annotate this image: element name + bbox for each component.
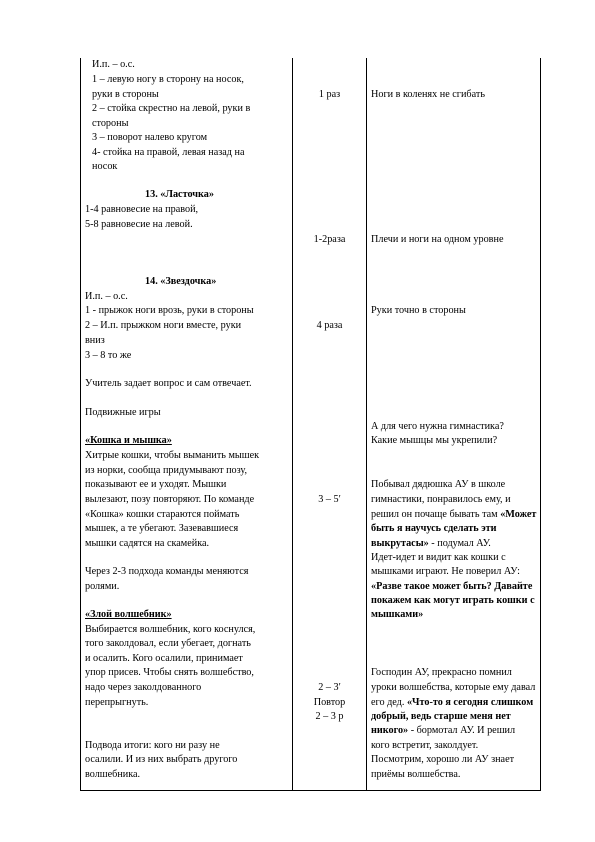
table-divider-2: [366, 58, 367, 791]
note-line: «Разве такое может быть? Давайте: [371, 581, 533, 592]
text-line: вниз: [85, 335, 105, 346]
text-line: 3 – 8 то же: [85, 350, 132, 361]
table-border-left: [80, 58, 81, 791]
note-line: мышками»: [371, 609, 424, 620]
text-line: перепрыгнуть.: [85, 697, 149, 708]
note-fragment: - бормотал АУ. И решил: [408, 725, 516, 736]
text-line: носок: [92, 161, 118, 172]
text-line: 2 – И.п. прыжком ноги вместе, руки: [85, 320, 242, 331]
text-line: И.п. – о.с.: [92, 59, 135, 70]
note-line: Господин АУ, прекрасно помнил: [371, 667, 512, 678]
note-line: добрый, ведь старше меня нет: [371, 711, 511, 722]
game-2-title: «Злой волшебник»: [85, 609, 172, 620]
note-fragment: его дед.: [371, 697, 407, 708]
dosage-value: 2 – 3 р: [315, 711, 344, 722]
text-line: вылезают, позу повторяют. По команде: [85, 494, 255, 505]
dosage-value: 1-2раза: [313, 234, 346, 245]
section-title-games: Подвижные игры: [85, 407, 161, 418]
note-fragment: - подумал АУ.: [428, 538, 491, 549]
note-line: приёмы волшебства.: [371, 769, 461, 780]
table-border-right: [540, 58, 541, 791]
dosage-value: 4 раза: [316, 320, 343, 331]
text-line: Хитрые кошки, чтобы выманить мышек: [85, 450, 260, 461]
dosage-value: 3 – 5′: [318, 494, 341, 505]
text-line: «Кошка» кошки стараются поймать: [85, 509, 240, 520]
text-line: 1-4 равновесие на правой,: [85, 204, 199, 215]
note-line: [371, 507, 536, 522]
text-line: мышек, а те убегают. Зазевавшиеся: [85, 523, 239, 534]
text-line: упор присев. Чтобы снять волшебство,: [85, 667, 254, 678]
text-line: надо через заколдованного: [85, 682, 202, 693]
text-line: мышки садятся на скамейка.: [85, 538, 210, 549]
note-line: быть я научусь сделать эти: [371, 523, 497, 534]
note-line: Ноги в коленях не сгибать: [371, 89, 485, 100]
note-line: Руки точно в стороны: [371, 305, 466, 316]
text-line: И.п. – о.с.: [85, 291, 128, 302]
note-fragment-bold: «Что-то я сегодня слишком: [406, 697, 534, 708]
text-line: 4- стойка на правой, левая назад на: [92, 147, 245, 158]
text-line: показывают ее и уходят. Мышки: [85, 479, 227, 490]
note-line: Какие мышцы мы укрепили?: [371, 435, 498, 446]
text-line: стороны: [92, 118, 129, 129]
text-line: из норки, сообща придумывают позу,: [85, 465, 248, 476]
note-line: [371, 695, 533, 710]
note-line: Посмотрим, хорошо ли АУ знает: [371, 754, 515, 765]
text-line: того заколдовал, если убегает, догнать: [85, 638, 251, 649]
note-line: [371, 723, 515, 738]
text-line: руки в стороны: [92, 89, 159, 100]
text-line: Подвода итоги: кого ни разу не: [85, 740, 220, 751]
note-line: кого встретит, заколдует.: [371, 740, 479, 751]
text-line: 1 – левую ногу в сторону на носок,: [92, 74, 244, 85]
text-line: волшебника.: [85, 769, 141, 780]
text-line: Учитель задает вопрос и сам отвечает.: [85, 378, 252, 389]
note-line: мышками играют. Не поверил АУ:: [371, 566, 520, 577]
note-line: Побывал дядюшка АУ в школе: [371, 479, 506, 490]
text-line: 1 - прыжок ноги врозь, руки в стороны: [85, 305, 254, 316]
note-fragment-bold: выкрутасы»: [371, 538, 429, 549]
text-line: 2 – стойка скрестно на левой, руки в: [92, 103, 251, 114]
note-line: Плечи и ноги на одном уровне: [371, 234, 504, 245]
game-1-title: «Кошка и мышка»: [85, 435, 172, 446]
text-line: 3 – поворот налево кругом: [92, 132, 208, 143]
note-line: гимнастики, понравилось ему, и: [371, 494, 511, 505]
text-line: осалили. И из них выбрать другого: [85, 754, 238, 765]
table-border-bottom: [80, 790, 541, 791]
exercise-13-title: 13. «Ласточка»: [145, 189, 214, 200]
note-line: [371, 536, 491, 551]
note-fragment-bold: никого»: [371, 725, 409, 736]
note-line: Идет-идет и видит как кошки с: [371, 552, 506, 563]
exercise-14-title: 14. «Звездочка»: [145, 276, 217, 287]
dosage-value: 2 – 3′: [318, 682, 341, 693]
text-line: 5-8 равновесие на левой.: [85, 219, 193, 230]
note-line: уроки волшебства, которые ему давал: [371, 682, 536, 693]
text-line: Через 2-3 подхода команды меняются: [85, 566, 249, 577]
text-line: и осалить. Кого осалили, принимает: [85, 653, 243, 664]
dosage-value: Повтор: [313, 697, 346, 708]
note-line: А для чего нужна гимнастика?: [371, 421, 504, 432]
note-fragment: решил он почаще бывать там: [371, 509, 501, 520]
text-line: ролями.: [85, 581, 120, 592]
note-fragment-bold: «Может: [500, 509, 537, 520]
text-line: Выбирается волшебник, кого коснулся,: [85, 624, 256, 635]
note-line: покажем как могут играть кошки с: [371, 595, 535, 606]
dosage-value: 1 раз: [318, 89, 341, 100]
